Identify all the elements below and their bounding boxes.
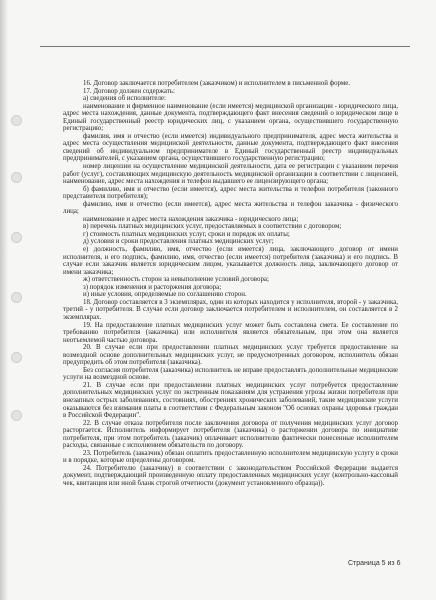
paragraph: е) должность, фамилию, имя, отчество (если имеется) лица, заключающего договор от имени исполнителя, и его подпись, фамилию, имя, отчество (если имеется) потребителя (заказчика) и его подпись. В случае если заказчик является юридическим лицом, указывается должность лица, заключающего договор от имени заказчика; <box>63 246 398 276</box>
paragraph: наименование и адрес места нахождения заказчика - юридического лица; <box>83 215 299 223</box>
page-number: Страница 5 из 6 <box>348 560 401 567</box>
paragraph: Без согласия потребителя (заказчика) исполнитель не вправе предоставлять дополнительные медицинские услуги на возмездной основе. <box>63 366 398 382</box>
scan-edge-shadow <box>0 0 8 600</box>
paragraph: номер лицензии на осуществление медицинской деятельности, дата ее регистрации с указанием перечня работ (услуг), составляющих медицинскую деятельность медицинской организации в соответствии с лицензией, наименование, адрес места нахождения и телефон выдавшего ее лицензирующего органа; <box>63 163 398 186</box>
paragraph: г) стоимость платных медицинских услуг, сроки и порядок их оплаты; <box>83 230 290 238</box>
punch-hole <box>11 172 22 183</box>
punch-hole <box>11 232 22 243</box>
paragraph: ж) ответственность сторон за невыполнение условий договора; <box>83 276 269 284</box>
punch-hole <box>11 292 22 303</box>
paragraph: наименование и фирменное наименование (если имеется) медицинской организации - юридического лица, адрес места нахождения, данные документа, подтверждающего факт внесения сведений о юридическом лице в Единый государственный реестр юридических лиц, с указанием органа, осуществившего государственную регистрацию; <box>63 102 398 133</box>
paragraph: и) иные условия, определяемые по соглашению сторон. <box>83 291 247 299</box>
punch-hole <box>11 410 22 421</box>
top-rule <box>40 46 410 47</box>
punch-hole <box>11 352 22 363</box>
paragraph: 16. Договор заключается потребителем (заказчиком) и исполнителем в письменной форме. <box>83 80 351 87</box>
paragraph: 18. Договор составляется в 3 экземплярах, один из которых находится у исполнителя, второй - у заказчика, третий - у потребителя. В случае если договор заключается потребителем и исполнителем, он составляется в 2 экземплярах. <box>63 298 398 321</box>
paragraph: а) сведения об исполнителе: <box>83 95 166 103</box>
paragraph: 20. В случае если при предоставлении платных медицинских услуг требуется предоставление на возмездной основе дополнительных медицинских услуг, не предусмотренных договором, исполнитель обязан предупредить об этом потребителя (заказчика). <box>63 344 398 367</box>
paragraph: б) фамилию, имя и отчество (если имеется), адрес места жительства и телефон потребителя (законного представителя потребителя); <box>63 185 398 201</box>
paragraph: фамилия, имя и отчество (если имеется) индивидуального предпринимателя, адрес места жительства и адрес места осуществления медицинской деятельности, данные документа, подтверждающего факт внесения сведений об индивидуальном предпринимателе в Единый государственный реестр индивидуальных предпринимателей, с указанием органа, осуществившего государственную регистрацию; <box>63 132 398 163</box>
punch-hole <box>11 115 22 126</box>
paragraph: 23. Потребитель (заказчик) обязан оплатить предоставленную исполнителем медицинскую услугу в сроки и в порядке, которые определены договором. <box>63 449 398 465</box>
paragraph: 19. На предоставление платных медицинских услуг может быть составлена смета. Ее составление по требованию потребителя (заказчика) или исполнителя является обязательным, при этом она является неотъемлемой частью договора. <box>63 321 398 344</box>
paragraph: 21. В случае если при предоставлении платных медицинских услуг потребуется предоставление дополнительных медицинских услуг по экстренным показаниям для устранения угрозы жизни потребителя при внезапных острых заболеваниях, состояниях, обострениях хронических заболеваний, такие медицинские услуги оказываются без взимания платы в соответствии с Федеральным законом "Об основах охраны здоровья граждан в Российской Федерации". <box>63 381 398 420</box>
paragraph: 24. Потребителю (заказчику) в соответствии с законодательством Российской Федерации выдается документ, подтверждающий произведенную оплату предоставленных медицинских услуг (контрольно-кассовый чек, квитанция или иной бланк строгой отчетности (документ установленного образца)). <box>63 464 398 487</box>
paragraph: д) условия и сроки предоставления платных медицинских услуг; <box>83 238 274 246</box>
paragraph: 17. Договор должен содержать: <box>83 87 175 95</box>
document-body <box>63 80 398 488</box>
paragraph: 22. В случае отказа потребителя после заключения договора от получения медицинских услуг договор расторгается. Исполнитель информирует потребителя (заказчика) о расторжении договора по инициативе потребителя, при этом потребитель (заказчик) оплачивает исполнителю фактически понесенные исполнителем расходы, связанные с исполнением обязательств по договору. <box>63 419 398 450</box>
paragraph: фамилию, имя и отчество (если имеется), адрес места жительства и телефон заказчика - физического лица; <box>63 200 398 216</box>
paragraph: в) перечень платных медицинских услуг, предоставляемых в соответствии с договором; <box>83 223 342 231</box>
paragraph: з) порядок изменения и расторжения договора; <box>83 283 222 291</box>
